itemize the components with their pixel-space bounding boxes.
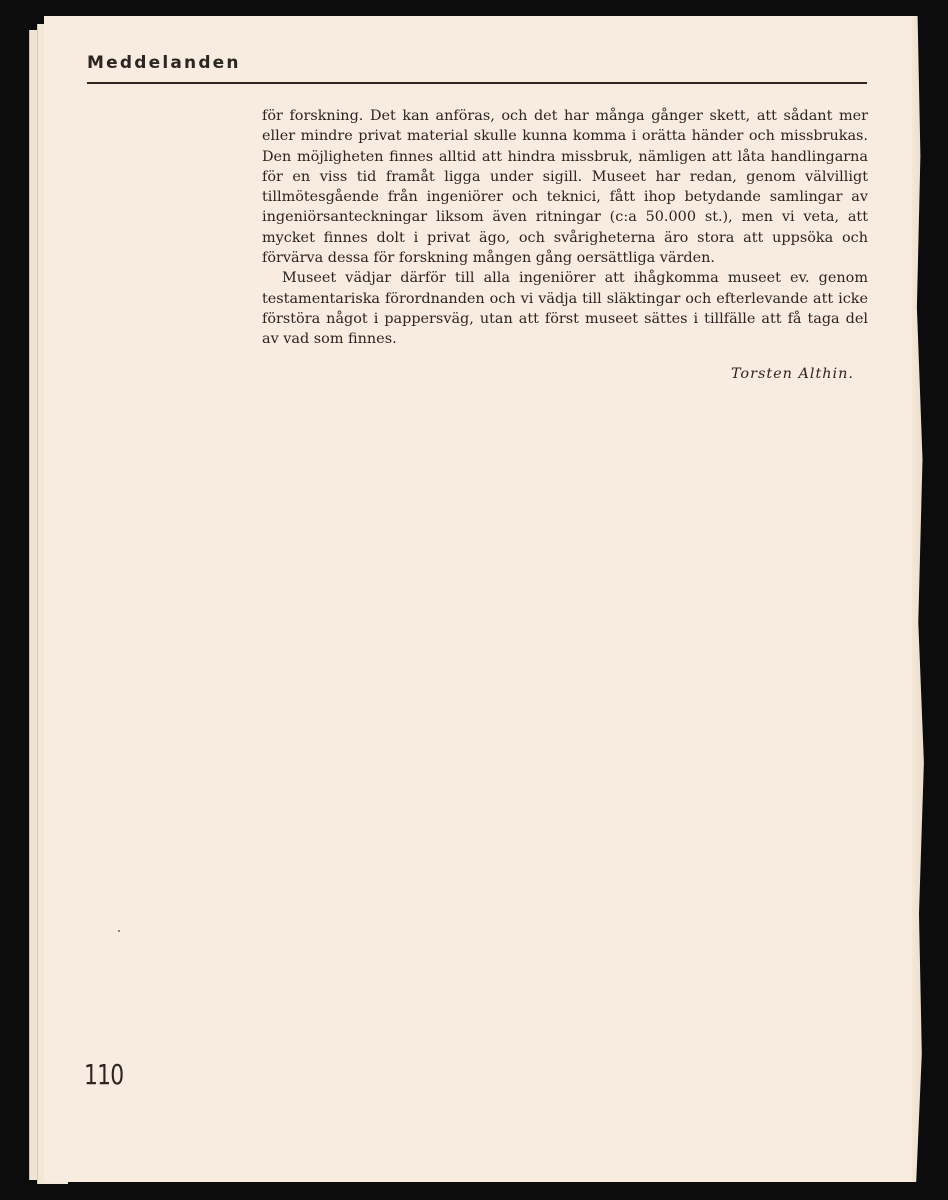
author-signature: Torsten Althin. <box>730 366 854 382</box>
section-header: Meddelanden <box>87 53 241 73</box>
page-number: 110 <box>84 1058 124 1091</box>
header-rule <box>87 82 867 84</box>
article-body <box>262 106 868 350</box>
paper-speck <box>118 930 120 932</box>
paragraph-2: Museet vädjar därför till alla ingeniörer att ihågkomma museet ev. genom testamentariska förordnanden och vi vädja till släktingar och efterlevande att icke förstöra något i pappersväg, utan att först museet sättes i tillfälle att få taga del av vad som finnes. <box>262 270 868 348</box>
page-edge <box>912 16 926 1182</box>
paragraph-1: för forskning. Det kan anföras, och det har många gånger skett, att sådant mer eller mindre privat material skulle kunna komma i orätta händer och missbrukas. Den möjligheten finnes alltid att hindra missbruk, nämligen att låta handlingarna för en viss tid framåt ligga under sigill. Museet har redan, genom välvilligt tillmötesgående från ingeniörer och teknici, fått ihop betydande samlingar av ingeniörsanteckningar liksom även ritningar (c:a 50.000 st.), men vi veta, att mycket finnes dolt i privat ägo, och svårigheterna äro stora att uppsöka och förvärva dessa för forskning mången gång oersättliga värden. <box>262 108 868 267</box>
